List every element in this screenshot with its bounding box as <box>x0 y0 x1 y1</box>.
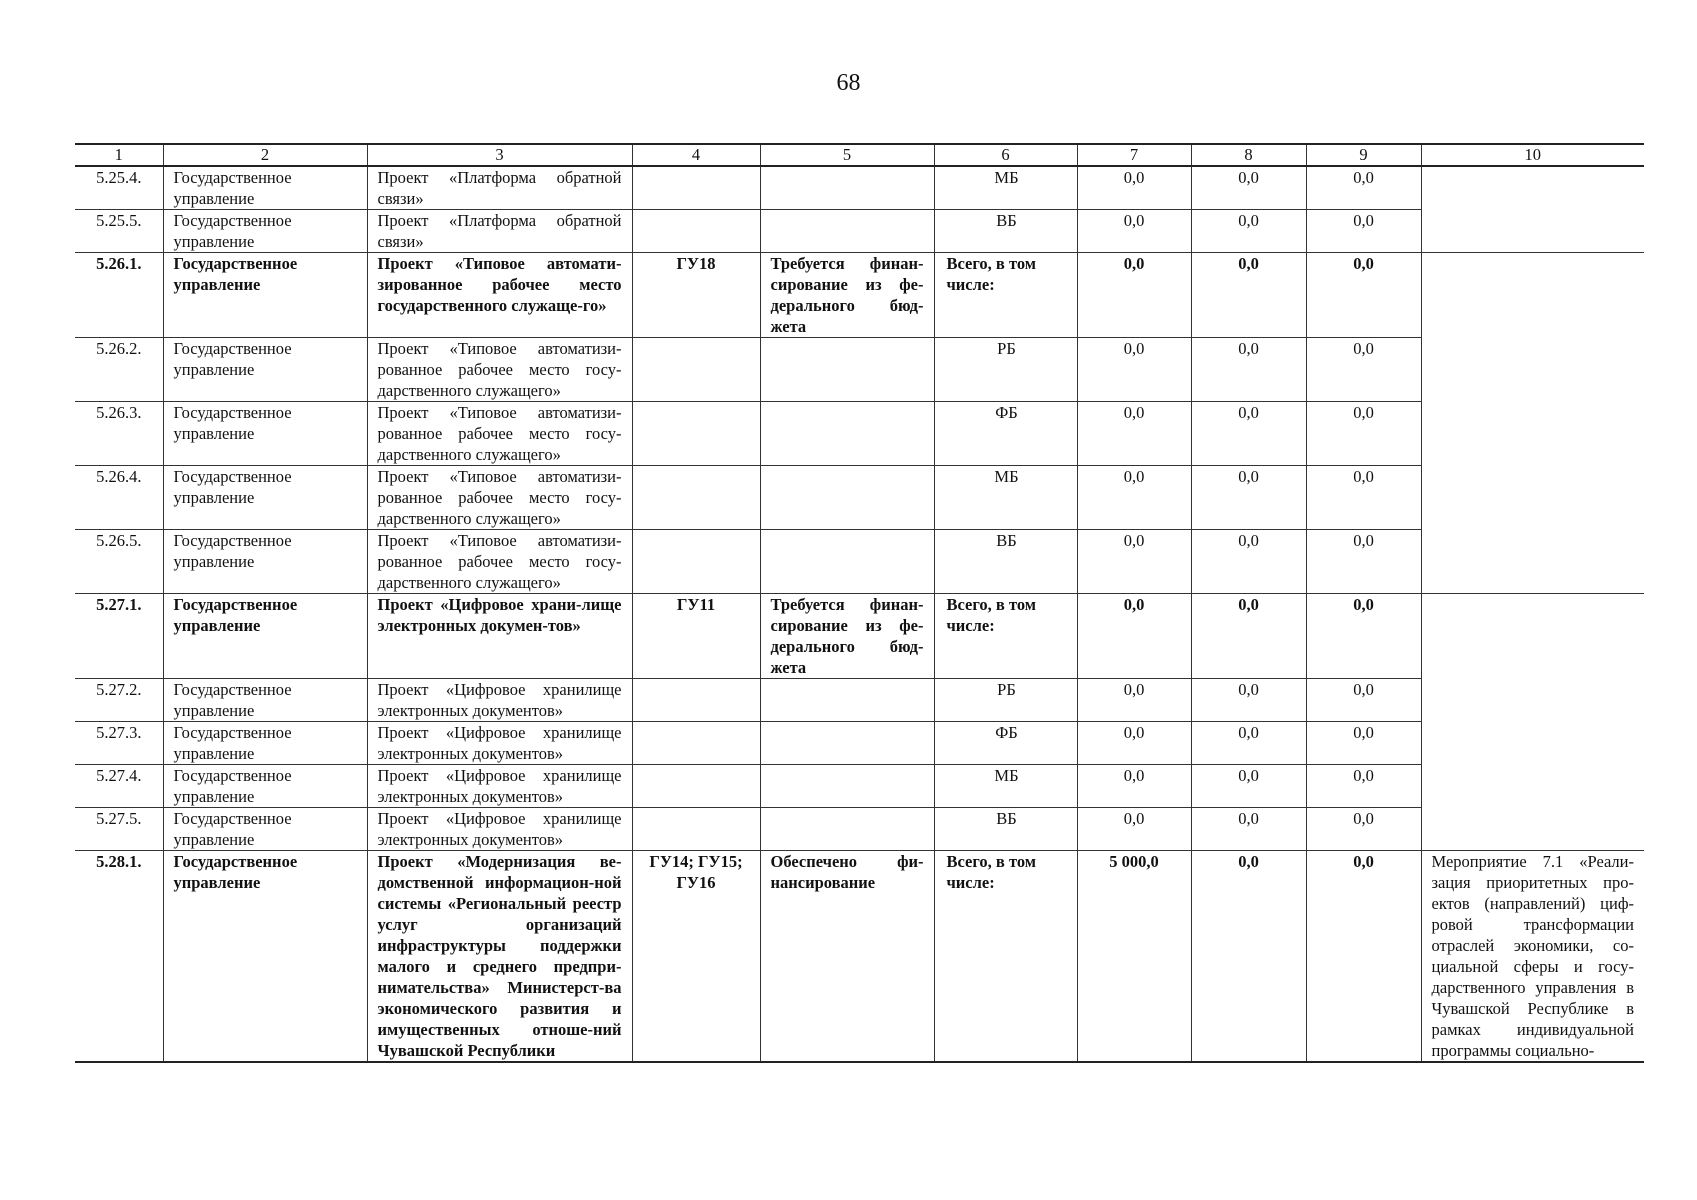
project-name-cell: Проект «Типовое автоматизи-рованное рабочее место госу-дарственного служащего» <box>367 466 632 530</box>
sector-cell: Государственное управление <box>163 851 367 1063</box>
column-header: 10 <box>1421 144 1644 166</box>
measure-cell <box>1421 808 1644 851</box>
amount-col7-cell: 0,0 <box>1077 679 1191 722</box>
table-row <box>75 594 1644 679</box>
row-number-cell: 5.25.4. <box>75 166 163 210</box>
row-number-cell: 5.26.1. <box>75 253 163 338</box>
sector-cell: Государственное управление <box>163 765 367 808</box>
project-name-cell: Проект «Цифровое храни-лище электронных докумен-тов» <box>367 594 632 679</box>
indicator-code-cell: ГУ18 <box>632 253 760 338</box>
sector-cell: Государственное управление <box>163 808 367 851</box>
indicator-code-cell: ГУ14; ГУ15; ГУ16 <box>632 851 760 1063</box>
amount-col7-cell: 0,0 <box>1077 166 1191 210</box>
funding-source-cell: ФБ <box>934 722 1077 765</box>
table-row <box>75 166 1644 210</box>
amount-col7-cell: 0,0 <box>1077 402 1191 466</box>
funding-status-cell <box>760 530 934 594</box>
project-name-cell: Проект «Типовое автомати-зированное рабочее место государственного служаще-го» <box>367 253 632 338</box>
amount-col9-cell: 0,0 <box>1306 530 1421 594</box>
amount-col7-cell: 0,0 <box>1077 466 1191 530</box>
project-name-cell: Проект «Модернизация ве-домственной информацион-ной системы «Региональный реестр услуг организаций инфраструктуры поддержки малого и среднего предпри-нимательства» Министерст-ва экономического развития и имущественных отноше-ний Чувашской Республики <box>367 851 632 1063</box>
amount-col8-cell: 0,0 <box>1191 722 1306 765</box>
measure-cell <box>1421 210 1644 253</box>
funding-status-cell: Требуется финан-сирование из фе-дерального бюд-жета <box>760 253 934 338</box>
row-number-cell: 5.26.5. <box>75 530 163 594</box>
funding-source-cell: ВБ <box>934 530 1077 594</box>
table-row <box>75 466 1644 530</box>
funding-source-cell: Всего, в том числе: <box>934 594 1077 679</box>
funding-source-cell: Всего, в том числе: <box>934 851 1077 1063</box>
amount-col9-cell: 0,0 <box>1306 679 1421 722</box>
amount-col8-cell: 0,0 <box>1191 402 1306 466</box>
row-number-cell: 5.27.3. <box>75 722 163 765</box>
amount-col9-cell: 0,0 <box>1306 765 1421 808</box>
indicator-code-cell <box>632 530 760 594</box>
amount-col7-cell: 5 000,0 <box>1077 851 1191 1063</box>
page-number: 68 <box>836 70 861 96</box>
amount-col9-cell: 0,0 <box>1306 722 1421 765</box>
indicator-code-cell <box>632 466 760 530</box>
column-header: 4 <box>632 144 760 166</box>
table-row <box>75 530 1644 594</box>
sector-cell: Государственное управление <box>163 722 367 765</box>
measure-cell <box>1421 722 1644 765</box>
funding-source-cell: МБ <box>934 765 1077 808</box>
sector-cell: Государственное управление <box>163 166 367 210</box>
project-name-cell: Проект «Типовое автоматизи-рованное рабочее место госу-дарственного служащего» <box>367 338 632 402</box>
amount-col7-cell: 0,0 <box>1077 594 1191 679</box>
funding-source-cell: МБ <box>934 166 1077 210</box>
amount-col9-cell: 0,0 <box>1306 851 1421 1063</box>
funding-status-cell <box>760 210 934 253</box>
funding-source-cell: ФБ <box>934 402 1077 466</box>
row-number-cell: 5.27.2. <box>75 679 163 722</box>
project-name-cell: Проект «Цифровое хранилище электронных документов» <box>367 765 632 808</box>
indicator-code-cell <box>632 402 760 466</box>
table-row <box>75 679 1644 722</box>
row-number-cell: 5.28.1. <box>75 851 163 1063</box>
indicator-code-cell <box>632 338 760 402</box>
column-header: 1 <box>75 144 163 166</box>
funding-status-cell <box>760 166 934 210</box>
measure-cell <box>1421 338 1644 402</box>
sector-cell: Государственное управление <box>163 466 367 530</box>
amount-col8-cell: 0,0 <box>1191 594 1306 679</box>
amount-col7-cell: 0,0 <box>1077 530 1191 594</box>
row-number-cell: 5.26.3. <box>75 402 163 466</box>
table-row <box>75 210 1644 253</box>
amount-col7-cell: 0,0 <box>1077 338 1191 402</box>
project-name-cell: Проект «Платформа обратной связи» <box>367 210 632 253</box>
amount-col8-cell: 0,0 <box>1191 253 1306 338</box>
amount-col9-cell: 0,0 <box>1306 166 1421 210</box>
table-body <box>75 166 1644 1062</box>
budget-table-container <box>75 143 1644 1063</box>
table-row <box>75 808 1644 851</box>
budget-table <box>75 143 1644 1063</box>
table-row <box>75 765 1644 808</box>
project-name-cell: Проект «Платформа обратной связи» <box>367 166 632 210</box>
funding-source-cell: РБ <box>934 679 1077 722</box>
row-number-cell: 5.27.4. <box>75 765 163 808</box>
column-header: 9 <box>1306 144 1421 166</box>
row-number-cell: 5.26.4. <box>75 466 163 530</box>
funding-source-cell: ВБ <box>934 210 1077 253</box>
amount-col9-cell: 0,0 <box>1306 253 1421 338</box>
indicator-code-cell <box>632 166 760 210</box>
row-number-cell: 5.25.5. <box>75 210 163 253</box>
amount-col9-cell: 0,0 <box>1306 210 1421 253</box>
sector-cell: Государственное управление <box>163 253 367 338</box>
amount-col9-cell: 0,0 <box>1306 338 1421 402</box>
column-header: 3 <box>367 144 632 166</box>
amount-col8-cell: 0,0 <box>1191 851 1306 1063</box>
table-row <box>75 338 1644 402</box>
amount-col7-cell: 0,0 <box>1077 253 1191 338</box>
measure-cell <box>1421 166 1644 210</box>
funding-source-cell: МБ <box>934 466 1077 530</box>
measure-cell <box>1421 679 1644 722</box>
funding-status-cell: Обеспечено фи-нансирование <box>760 851 934 1063</box>
table-row <box>75 722 1644 765</box>
indicator-code-cell <box>632 765 760 808</box>
amount-col8-cell: 0,0 <box>1191 210 1306 253</box>
amount-col9-cell: 0,0 <box>1306 594 1421 679</box>
column-header: 5 <box>760 144 934 166</box>
measure-cell <box>1421 466 1644 530</box>
sector-cell: Государственное управление <box>163 594 367 679</box>
funding-status-cell <box>760 808 934 851</box>
measure-cell <box>1421 594 1644 679</box>
funding-status-cell <box>760 466 934 530</box>
amount-col9-cell: 0,0 <box>1306 808 1421 851</box>
table-row <box>75 402 1644 466</box>
column-header: 7 <box>1077 144 1191 166</box>
funding-source-cell: РБ <box>934 338 1077 402</box>
amount-col8-cell: 0,0 <box>1191 466 1306 530</box>
amount-col7-cell: 0,0 <box>1077 722 1191 765</box>
project-name-cell: Проект «Типовое автоматизи-рованное рабочее место госу-дарственного служащего» <box>367 402 632 466</box>
project-name-cell: Проект «Цифровое хранилище электронных документов» <box>367 679 632 722</box>
indicator-code-cell <box>632 679 760 722</box>
measure-cell <box>1421 530 1644 594</box>
column-header: 8 <box>1191 144 1306 166</box>
column-number-header <box>75 144 1644 166</box>
funding-status-cell <box>760 722 934 765</box>
indicator-code-cell: ГУ11 <box>632 594 760 679</box>
funding-status-cell <box>760 679 934 722</box>
row-number-cell: 5.27.5. <box>75 808 163 851</box>
measure-cell <box>1421 253 1644 338</box>
funding-status-cell <box>760 402 934 466</box>
measure-cell <box>1421 402 1644 466</box>
funding-source-cell: Всего, в том числе: <box>934 253 1077 338</box>
indicator-code-cell <box>632 722 760 765</box>
column-header: 6 <box>934 144 1077 166</box>
measure-cell: Мероприятие 7.1 «Реали-зация приоритетных про-ектов (направлений) циф-ровой трансформации отраслей экономики, со-циальной сферы и госу-дарственного управления в Чувашской Республике в рамках индивидуальной программы социально- <box>1421 851 1644 1063</box>
column-header: 2 <box>163 144 367 166</box>
table-row <box>75 253 1644 338</box>
amount-col9-cell: 0,0 <box>1306 466 1421 530</box>
project-name-cell: Проект «Цифровое хранилище электронных документов» <box>367 808 632 851</box>
indicator-code-cell <box>632 210 760 253</box>
indicator-code-cell <box>632 808 760 851</box>
funding-status-cell: Требуется финан-сирование из фе-дерального бюд-жета <box>760 594 934 679</box>
amount-col9-cell: 0,0 <box>1306 402 1421 466</box>
funding-source-cell: ВБ <box>934 808 1077 851</box>
sector-cell: Государственное управление <box>163 338 367 402</box>
sector-cell: Государственное управление <box>163 210 367 253</box>
project-name-cell: Проект «Цифровое хранилище электронных документов» <box>367 722 632 765</box>
sector-cell: Государственное управление <box>163 530 367 594</box>
project-name-cell: Проект «Типовое автоматизи-рованное рабочее место госу-дарственного служащего» <box>367 530 632 594</box>
table-row <box>75 851 1644 1063</box>
amount-col8-cell: 0,0 <box>1191 166 1306 210</box>
funding-status-cell <box>760 338 934 402</box>
measure-cell <box>1421 765 1644 808</box>
amount-col8-cell: 0,0 <box>1191 338 1306 402</box>
amount-col8-cell: 0,0 <box>1191 808 1306 851</box>
funding-status-cell <box>760 765 934 808</box>
amount-col7-cell: 0,0 <box>1077 765 1191 808</box>
sector-cell: Государственное управление <box>163 679 367 722</box>
amount-col7-cell: 0,0 <box>1077 808 1191 851</box>
amount-col7-cell: 0,0 <box>1077 210 1191 253</box>
row-number-cell: 5.27.1. <box>75 594 163 679</box>
amount-col8-cell: 0,0 <box>1191 765 1306 808</box>
amount-col8-cell: 0,0 <box>1191 679 1306 722</box>
amount-col8-cell: 0,0 <box>1191 530 1306 594</box>
sector-cell: Государственное управление <box>163 402 367 466</box>
row-number-cell: 5.26.2. <box>75 338 163 402</box>
